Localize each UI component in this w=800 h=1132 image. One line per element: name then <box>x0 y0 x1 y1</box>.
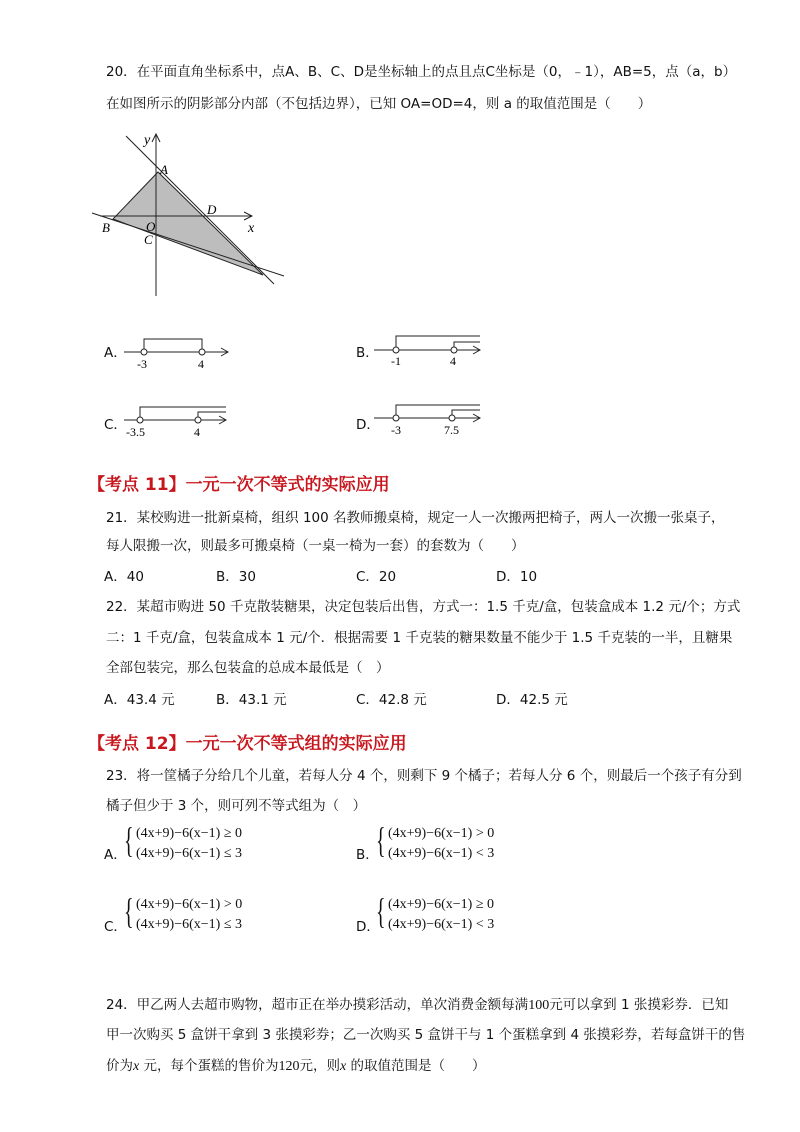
q20-b-right-label: 4 <box>450 354 456 368</box>
q24-line3-part-e: 元，则 <box>299 1058 341 1074</box>
q24-cake-price: 120 <box>278 1059 300 1074</box>
label-c: C <box>144 232 153 247</box>
q21-text-line2: 每人限搬一次，则最多可搬桌椅（一桌一椅为一套）的套数为（ ） <box>106 538 525 554</box>
q23-d-row2: (4x+9)−6(x−1) < 3 <box>388 917 495 932</box>
q23-a-row1: (4x+9)−6(x−1) ≥ 0 <box>136 826 243 841</box>
shaded-region <box>113 172 263 275</box>
q20-option-c-letter[interactable]: C． <box>104 417 127 433</box>
label-x: x <box>248 221 255 236</box>
label-d: D <box>207 202 217 217</box>
q23-option-c-letter[interactable]: C． <box>104 919 127 935</box>
q23-a-row2: (4x+9)−6(x−1) ≤ 3 <box>136 846 243 861</box>
q24-threshold-amount: 100 <box>528 998 550 1013</box>
q23-text-line2: 橘子但少于 3 个，则可列不等式组为（ ） <box>106 798 367 814</box>
q22-option-b[interactable]: B．43.1 元 <box>216 692 287 708</box>
q20-option-d-letter[interactable]: D． <box>356 417 380 433</box>
q24-text-line2: 甲一次购买 5 盒饼干拿到 3 张摸彩券；乙一次购买 5 盒饼干与 1 个蛋糕拿到 4 张摸彩券，若每盒饼干的售 <box>106 1027 746 1043</box>
label-y: y <box>144 133 151 148</box>
q24-line3-part-a: 价为 <box>106 1058 133 1074</box>
q24-line3-part-c: 元，每个蛋糕的售价为 <box>139 1058 279 1074</box>
q24-text-line1 <box>106 996 728 1015</box>
q24-text-line3 <box>106 1057 486 1076</box>
q21-option-b[interactable]: B．30 <box>216 569 256 585</box>
q22-text-line2: 二：1 千克/盒，包装盒成本 1 元/个．根据需要 1 千克装的糖果数量不能少于 1.5 千克装的一半，且糖果 <box>106 630 733 646</box>
q23-d-row1: (4x+9)−6(x−1) ≥ 0 <box>388 897 495 912</box>
q23-option-a-letter[interactable]: A． <box>104 847 127 863</box>
section-11-heading: 【考点 11】一元一次不等式的实际应用 <box>88 475 390 495</box>
q21-option-d[interactable]: D．10 <box>496 569 538 585</box>
brace-icon: { <box>124 820 134 860</box>
q23-option-a-system[interactable] <box>124 820 274 866</box>
q23-option-d-system[interactable] <box>376 891 526 937</box>
q22-option-d[interactable]: D．42.5 元 <box>496 692 568 708</box>
brace-icon: { <box>376 891 386 931</box>
brace-icon: { <box>124 891 134 931</box>
label-a: A <box>160 162 168 177</box>
label-b: B <box>102 220 110 235</box>
q22-option-a[interactable]: A．43.4 元 <box>104 692 175 708</box>
q21-option-a[interactable]: A．40 <box>104 569 144 585</box>
q23-c-row1: (4x+9)−6(x−1) > 0 <box>136 897 243 912</box>
q23-b-row1: (4x+9)−6(x−1) > 0 <box>388 826 495 841</box>
q22-text-line3: 全部包装完，那么包装盒的总成本最低是（ ） <box>106 660 390 676</box>
q23-option-c-system[interactable] <box>124 891 274 937</box>
q23-option-b-system[interactable] <box>376 820 526 866</box>
q20-option-b-letter[interactable]: B． <box>356 345 379 361</box>
q20-c-left-label: -3.5 <box>126 425 145 439</box>
q20-text-line2: 在如图所示的阴影部分内部（不包括边界），已知 OA=OD=4，则 a 的取值范围是（ ） <box>106 96 652 112</box>
brace-icon: { <box>376 820 386 860</box>
q22-text-line1: 22．某超市购进 50 千克散装糖果，决定包装后出售，方式一：1.5 千克/盒，包装盒成本 1.2 元/个；方式 <box>106 599 741 615</box>
q24-line1-part-c: 元可以拿到 1 张摸彩券．已知 <box>549 997 729 1013</box>
q20-d-right-label: 7.5 <box>444 423 459 437</box>
q24-variable-x: x <box>133 1059 140 1074</box>
q20-option-a-letter[interactable]: A． <box>104 345 127 361</box>
section-12-heading: 【考点 12】一元一次不等式组的实际应用 <box>88 734 407 754</box>
q23-option-d-letter[interactable]: D． <box>356 919 380 935</box>
q20-text-line1: 20．在平面直角坐标系中，点A、B、C、D是坐标轴上的点且点C坐标是（0，﹣1），AB=5，点（a，b） <box>106 64 737 80</box>
q20-b-left-label: -1 <box>391 354 401 368</box>
q23-b-row2: (4x+9)−6(x−1) < 3 <box>388 846 495 861</box>
q20-coordinate-figure <box>86 128 296 298</box>
q20-option-b-numberline[interactable] <box>372 328 484 368</box>
q23-c-row2: (4x+9)−6(x−1) ≤ 3 <box>136 917 243 932</box>
q21-option-c[interactable]: C．20 <box>356 569 397 585</box>
q21-text-line1: 21．某校购进一批新桌椅，组织 100 名教师搬桌椅，规定一人一次搬两把椅子，两人一次搬一张桌子， <box>106 510 725 526</box>
q24-variable-x-2: x <box>340 1059 347 1074</box>
q20-c-right-label: 4 <box>194 425 200 439</box>
q20-a-left-label: -3 <box>137 357 147 371</box>
q20-d-left-label: -3 <box>391 423 401 437</box>
q23-option-b-letter[interactable]: B． <box>356 847 379 863</box>
q20-option-a-numberline[interactable] <box>122 334 232 374</box>
q22-option-c[interactable]: C．42.8 元 <box>356 692 427 708</box>
q24-line1-part-a: 24．甲乙两人去超市购物，超市正在举办摸彩活动，单次消费金额每满 <box>106 997 529 1013</box>
q23-text-line1: 23．将一筐橘子分给几个儿童，若每人分 4 个，则剩下 9 个橘子；若每人分 6 个，则最后一个孩子有分到 <box>106 768 742 784</box>
q20-a-right-label: 4 <box>198 357 204 371</box>
q24-line3-part-g: 的取值范围是（ ） <box>346 1058 486 1074</box>
q20-option-d-numberline[interactable] <box>372 398 484 438</box>
label-o: O <box>146 219 156 234</box>
q20-option-c-numberline[interactable] <box>122 400 232 440</box>
